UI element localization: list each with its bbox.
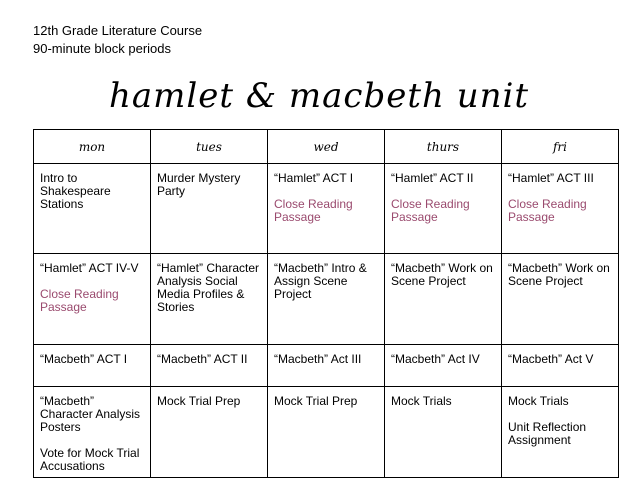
lesson-title: Intro to Shakespeare Stations xyxy=(40,171,111,211)
lesson-title: “Hamlet” Character Analysis Social Media Profiles & Stories xyxy=(157,261,260,314)
day-header-row xyxy=(34,130,619,164)
lesson-title: “Hamlet” ACT IV-V xyxy=(40,261,139,275)
lesson-title: “Macbeth” Character Analysis Posters xyxy=(40,394,141,434)
lesson-title: “Macbeth” ACT I xyxy=(40,352,128,366)
lesson-title: “Hamlet” ACT II xyxy=(391,171,474,185)
lesson-title: “Hamlet” ACT I xyxy=(274,171,354,185)
schedule-cell-week1-mon xyxy=(34,164,151,254)
lesson-note: Unit Reflection Assignment xyxy=(508,420,587,447)
schedule-cell-week3-tues xyxy=(151,345,268,387)
lesson-note: Vote for Mock Trial Accusations xyxy=(40,446,140,473)
period-length: 90-minute block periods xyxy=(33,41,172,56)
day-header-thurs: thurs xyxy=(385,130,502,164)
week-3-row xyxy=(34,345,619,387)
lesson-title: “Macbeth” ACT II xyxy=(157,352,248,366)
close-reading-note: Close Reading Passage xyxy=(40,287,119,314)
schedule-cell-week2-thurs xyxy=(385,254,502,345)
lesson-title: Mock Trial Prep xyxy=(157,394,241,408)
schedule-cell-week2-fri xyxy=(502,254,619,345)
schedule-cell-week2-mon xyxy=(34,254,151,345)
schedule-table xyxy=(33,129,619,478)
schedule-cell-week1-fri xyxy=(502,164,619,254)
week-2-row xyxy=(34,254,619,345)
document-header xyxy=(33,22,202,58)
schedule-cell-week3-thurs xyxy=(385,345,502,387)
lesson-title: “Macbeth” Act III xyxy=(274,352,362,366)
day-header-fri: fri xyxy=(502,130,619,164)
schedule-cell-week1-wed xyxy=(268,164,385,254)
schedule-cell-week3-fri xyxy=(502,345,619,387)
schedule-cell-week4-thurs xyxy=(385,387,502,478)
lesson-title: “Macbeth” Act V xyxy=(508,352,594,366)
lesson-title: “Macbeth” Act IV xyxy=(391,352,480,366)
schedule-cell-week4-mon xyxy=(34,387,151,478)
schedule-cell-week4-fri xyxy=(502,387,619,478)
close-reading-note: Close Reading Passage xyxy=(508,197,587,224)
day-header-tues: tues xyxy=(151,130,268,164)
lesson-title: “Hamlet” ACT III xyxy=(508,171,594,185)
week-4-row xyxy=(34,387,619,478)
schedule-cell-week1-tues xyxy=(151,164,268,254)
schedule-cell-week1-thurs xyxy=(385,164,502,254)
day-header-mon: mon xyxy=(34,130,151,164)
unit-title: hamlet & macbeth unit xyxy=(108,76,530,116)
schedule-cell-week4-tues xyxy=(151,387,268,478)
close-reading-note: Close Reading Passage xyxy=(391,197,470,224)
lesson-title: Murder Mystery Party xyxy=(157,171,241,198)
lesson-title: “Macbeth” Intro & Assign Scene Project xyxy=(274,261,367,301)
lesson-title: “Macbeth” Work on Scene Project xyxy=(391,261,493,288)
lesson-title: Mock Trial Prep xyxy=(274,394,358,408)
week-1-row xyxy=(34,164,619,254)
lesson-title: “Macbeth” Work on Scene Project xyxy=(508,261,610,288)
schedule-cell-week2-wed xyxy=(268,254,385,345)
close-reading-note: Close Reading Passage xyxy=(274,197,353,224)
schedule-cell-week2-tues xyxy=(151,254,268,345)
lesson-title: Mock Trials xyxy=(508,394,569,408)
lesson-title: Mock Trials xyxy=(391,394,452,408)
course-title: 12th Grade Literature Course xyxy=(33,23,203,38)
schedule-cell-week4-wed xyxy=(268,387,385,478)
schedule-cell-week3-wed xyxy=(268,345,385,387)
schedule-cell-week3-mon xyxy=(34,345,151,387)
day-header-wed: wed xyxy=(268,130,385,164)
